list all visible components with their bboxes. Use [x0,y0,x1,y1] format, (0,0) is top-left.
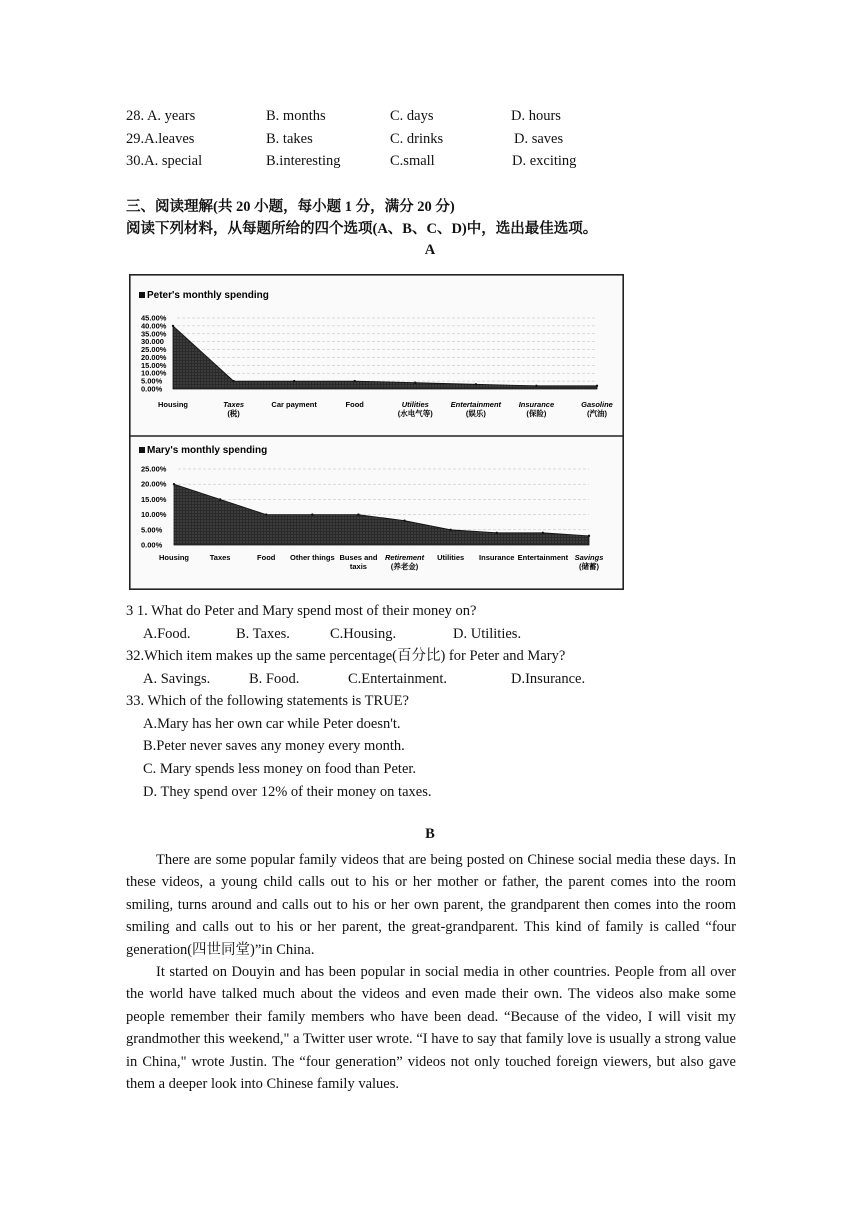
category-label: Taxes [223,400,245,409]
data-point [311,513,313,515]
option-c: C.small [390,153,435,169]
question-33-stem: 33. Which of the following statements is TRUE? [126,693,409,709]
option-d: D. hours [511,108,561,124]
question-32-stem: 32.Which item makes up the same percentage(百分比) for Peter and Mary? [126,648,566,664]
question-33-option-d: D. They spend over 12% of their money on taxes. [143,784,432,800]
mary-title-marker [139,447,145,453]
option-a: 29.A.leaves [126,131,195,147]
category-sublabel: (税) [227,409,240,418]
section-title: 三、阅读理解(共 20 小题，每小题 1 分，满分 20 分) [126,199,455,215]
y-tick-label: 5.00% [141,376,163,386]
y-tick-label: 35.00% [141,329,167,339]
option-c: C. days [390,108,434,124]
y-tick-label: 10.00% [141,368,167,378]
option-a: A.Food. [143,626,191,642]
category-label: Taxes [209,553,231,562]
passage-b-paragraph-1: There are some popular family videos that are being posted on Chinese social media these days. In these videos, a young child calls out to his or her mother or father, the parent comes into the room smiling, turns around and calls out to his or her own parent, the grandparent then comes into the room smiling and calls out to his or her parent, the great-grandparent. This kind of family is called “four generation(四世同堂)”in China. [126,852,736,958]
category-label: Food [345,400,364,409]
category-label: Entertainment [450,400,502,409]
option-a: A. Savings. [143,671,211,687]
question-33-option-a: A.Mary has her own car while Peter doesn't. [143,716,401,732]
data-point [588,535,590,537]
option-b: B. takes [266,131,313,147]
category-label: Housing [159,553,189,562]
option-d: D. Utilities. [453,626,522,642]
option-d: D. exciting [512,153,577,169]
y-tick-label: 15.00% [141,360,167,370]
category-label: Retirement [384,553,425,562]
data-point [354,380,356,382]
category-label: Savings [574,553,604,562]
y-tick-label: 45.00% [141,313,167,323]
y-tick-label: 0.00% [141,384,163,394]
question-33-option-b: B.Peter never saves any money every month. [143,738,405,754]
category-label: Entertainment [517,553,569,562]
data-point [173,483,175,485]
category-label: Food [257,553,276,562]
passage-a-label: A [424,242,436,258]
category-label: Gasoline [581,400,613,409]
data-point [265,513,267,515]
option-d: D.Insurance. [511,671,586,687]
y-tick-label: 20.00% [141,479,167,489]
data-point [357,513,359,515]
passage-b-paragraph-2: It started on Douyin and has been popular in social media in other countries. People from all over the world have talked much about the videos and even made their own. The videos also make some people remember their family members who have been dead. “Because of the video, I will visit my grandmother this weekend," a Twitter user wrote. “I have to say that family love is usually a strong value in China," wrote Justin. The “four generation” videos not only touched foreign viewers, but also gave them a deeper look into Chinese family values. [126,964,736,1093]
y-tick-label: 0.00% [141,540,163,550]
category-sublabel: taxis [349,562,367,571]
question-31-stem: 3 1. What do Peter and Mary spend most of their money on? [126,603,477,619]
category-sublabel: (保险) [526,409,547,418]
section-instruction: 阅读下列材料，从每题所给的四个选项(A、B、C、D)中，选出最佳选项。 [126,221,598,237]
peter-title-marker [139,292,145,298]
category-sublabel: (娱乐) [465,409,486,418]
category-label: Insurance [479,553,515,562]
y-tick-label: 40.00% [141,321,167,331]
y-tick-label: 10.00% [141,510,167,520]
data-point [542,532,544,534]
data-point [172,325,174,327]
data-point [293,380,295,382]
category-sublabel: (养老金) [390,562,419,571]
option-b: B. Taxes. [236,626,290,642]
category-label: Utilities [401,400,429,409]
data-point [403,519,405,521]
category-label: Insurance [518,400,555,409]
y-tick-label: 5.00% [141,525,163,535]
category-sublabel: (水电气等) [397,409,433,418]
option-b: B.interesting [266,153,341,169]
category-sublabel: (汽油) [587,409,607,418]
option-a: 30.A. special [126,153,203,169]
data-point [596,385,598,387]
option-a: 28. A. years [126,108,196,124]
question-33-option-c: C. Mary spends less money on food than Peter. [143,761,417,777]
data-point [414,381,416,383]
data-point [219,498,221,500]
option-c: C.Housing. [330,626,397,642]
data-point [535,385,537,387]
data-point [475,383,477,385]
y-tick-label: 20.00% [141,352,167,362]
data-point [232,380,234,382]
y-tick-label: 30.000 [141,337,164,347]
option-b: B. months [266,108,326,124]
data-point [449,529,451,531]
option-b: B. Food. [249,671,300,687]
category-label: Other things [290,553,335,562]
option-d: D. saves [514,131,564,147]
spending-figure [129,274,624,590]
passage-b-label: B [425,826,435,842]
category-sublabel: (储蓄) [579,562,599,571]
category-label: Utilities [437,553,465,562]
y-tick-label: 25.00% [141,464,167,474]
category-label: Housing [158,400,188,409]
category-label: Car payment [271,400,317,409]
option-c: C.Entertainment. [348,671,448,687]
mary-chart-title: Mary's monthly spending [147,445,268,456]
y-tick-label: 25.00% [141,345,167,355]
category-label: Buses and [339,553,378,562]
peter-chart-title: Peter's monthly spending [147,290,269,301]
y-tick-label: 15.00% [141,494,167,504]
option-c: C. drinks [390,131,444,147]
data-point [496,532,498,534]
